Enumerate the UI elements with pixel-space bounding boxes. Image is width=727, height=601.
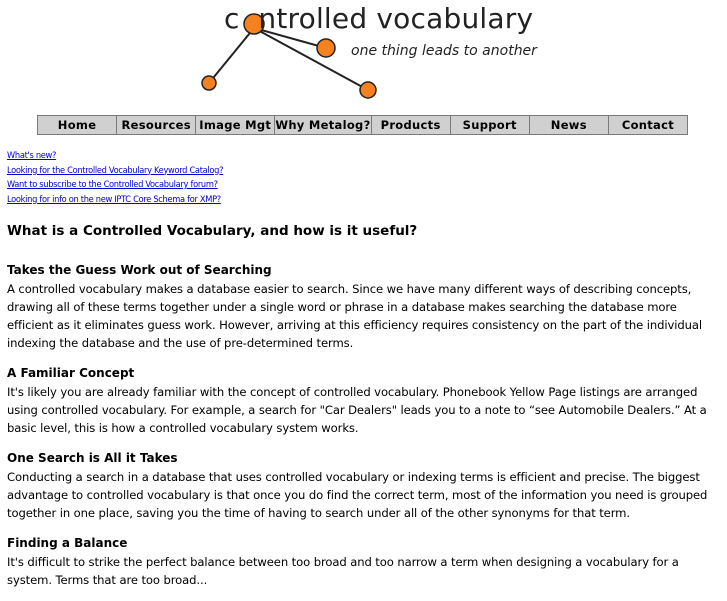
logo-node-left <box>202 76 216 90</box>
logo-node-bottom <box>360 82 376 98</box>
nav-contact[interactable]: Contact <box>621 118 675 132</box>
nav-support[interactable]: Support <box>451 116 530 134</box>
nav-resources[interactable]: Resources <box>117 116 196 134</box>
logo-title <box>224 2 533 35</box>
main-content <box>7 221 721 601</box>
section-body: It's difficult to strike the perfect balance between too broad and too narrow a term when designing a vocabulary for a system. Terms that are too broad... <box>7 555 679 587</box>
link-iptc-core-schema[interactable]: Looking for info on the new IPTC Core Schema for XMP? <box>7 193 221 205</box>
section-body: Conducting a search in a database that uses controlled vocabulary or indexing terms is efficient and precise. The biggest advantage to controlled vocabulary is that once you do find the correct term, most of the information you need is grouped together in one place, saving you the time of having to search under all of the other synonyms for that term. <box>7 470 708 520</box>
section-title: Takes the Guess Work out of Searching <box>7 263 272 277</box>
nav-why-metalog[interactable]: Why Metalog? <box>275 118 371 132</box>
site-logo[interactable] <box>0 0 727 108</box>
nav-home[interactable]: Home <box>38 116 117 134</box>
logo-tagline: one thing leads to another <box>351 43 537 59</box>
nav-image-mgt[interactable]: Image Mgt <box>196 116 275 134</box>
link-keyword-catalog[interactable]: Looking for the Controlled Vocabulary Keyword Catalog? <box>7 164 224 176</box>
logo-title-first: c <box>224 2 259 35</box>
logo-line-3 <box>254 28 368 90</box>
section-title: One Search is All it Takes <box>7 451 178 465</box>
section-body: It's likely you are already familiar with the concept of controlled vocabulary. Phonebook Yellow Page listings are arranged using controlled vocabulary. For example, a search for "Car Dealers" leads you to a note to “see Automobile Dealers.” At a basic level, this is how a controlled vocabulary system works. <box>7 385 707 435</box>
nav-products[interactable]: Products <box>372 116 451 134</box>
section-title: A Familiar Concept <box>7 366 135 380</box>
section-body: A controlled vocabulary makes a database easier to search. Since we have many different ways of describing concepts, drawing all of these terms together under a single word or phrase in a database makes searching the database more efficient as it eliminates guess work. However, arriving at this efficiency requires consistency on the part of the individual indexing the database and the use of pre-determined terms. <box>7 282 703 350</box>
main-nav <box>37 115 688 135</box>
page-title: What is a Controlled Vocabulary, and how is it useful? <box>7 223 418 239</box>
logo-node-right <box>317 39 335 57</box>
logo-line-1 <box>209 28 254 83</box>
section-title: Finding a Balance <box>7 536 128 550</box>
nav-news[interactable]: News <box>530 116 609 134</box>
logo-title-rest: ntrolled vocabulary <box>258 2 534 35</box>
link-whats-new[interactable]: What's new? <box>7 150 57 161</box>
quick-links <box>7 149 223 207</box>
link-subscribe-forum[interactable]: Want to subscribe to the Controlled Vocabulary forum? <box>7 179 218 191</box>
